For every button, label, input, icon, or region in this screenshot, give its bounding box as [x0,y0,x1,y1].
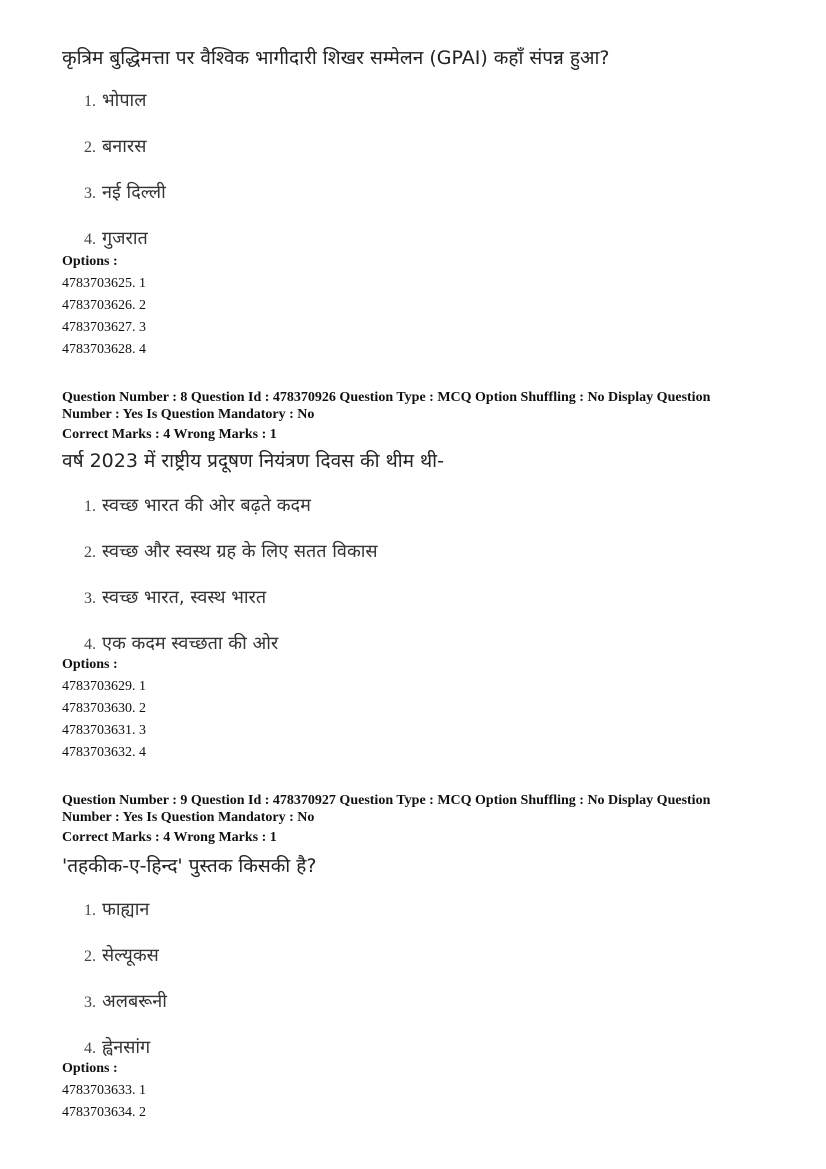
option-2 [84,134,146,158]
option-text: स्वच्छ भारत की ओर बढ़ते कदम [102,495,311,516]
option-number: 4. [84,231,96,248]
option-number: 4. [84,1040,96,1057]
option-text: एक कदम स्वच्छता की ओर [102,633,279,654]
option-1 [84,897,149,921]
option-3 [84,180,166,204]
option-id: 4783703627. 3 [62,320,146,335]
option-text: बनारस [102,136,147,157]
option-id: 4783703628. 4 [62,342,146,357]
option-number: 2. [84,139,96,156]
option-number: 3. [84,590,96,607]
option-number: 3. [84,185,96,202]
question-text: कृत्रिम बुद्धिमत्ता पर वैश्विक भागीदारी शिखर सम्मेलन (GPAI) कहाँ संपन्न हुआ? [62,47,610,69]
question-meta-line: Number : Yes Is Question Mandatory : No [62,810,315,825]
option-text: स्वच्छ भारत, स्वस्थ भारत [102,587,267,608]
option-id: 4783703631. 3 [62,723,146,738]
option-4 [84,226,148,250]
question-text: वर्ष 2023 में राष्ट्रीय प्रदूषण नियंत्रण दिवस की थीम थी- [62,450,444,472]
option-number: 2. [84,544,96,561]
option-number: 1. [84,93,96,110]
options-label: Options : [62,254,118,269]
option-4 [84,1035,150,1059]
option-number: 2. [84,948,96,965]
option-id: 4783703629. 1 [62,679,146,694]
question-meta-line: Question Number : 9 Question Id : 478370927 Question Type : MCQ Option Shuffling : No Display Question [62,793,711,808]
options-label: Options : [62,1061,118,1076]
option-text: स्वच्छ और स्वस्थ ग्रह के लिए सतत विकास [102,541,378,562]
option-text: गुजरात [102,228,148,249]
option-2 [84,539,378,563]
question-meta [62,389,762,423]
option-text: सेल्यूकस [102,945,159,966]
option-text: फाह्यान [102,899,150,920]
option-1 [84,88,146,112]
option-id: 4783703625. 1 [62,276,146,291]
option-number: 4. [84,636,96,653]
option-text: नई दिल्ली [102,182,166,203]
option-text: अलबरूनी [102,991,167,1012]
option-id: 4783703632. 4 [62,745,146,760]
option-id: 4783703626. 2 [62,298,146,313]
option-id: 4783703634. 2 [62,1105,146,1120]
option-3 [84,989,167,1013]
option-text: भोपाल [102,90,147,111]
option-1 [84,493,311,517]
question-meta-line: Question Number : 8 Question Id : 478370926 Question Type : MCQ Option Shuffling : No Display Question [62,390,711,405]
option-number: 1. [84,498,96,515]
option-id: 4783703633. 1 [62,1083,146,1098]
option-4 [84,631,278,655]
option-id: 4783703630. 2 [62,701,146,716]
question-text: 'तहकीक-ए-हिन्द' पुस्तक किसकी है? [62,855,317,877]
option-number: 3. [84,994,96,1011]
question-marks: Correct Marks : 4 Wrong Marks : 1 [62,830,277,845]
option-3 [84,585,266,609]
question-meta [62,792,762,826]
question-marks: Correct Marks : 4 Wrong Marks : 1 [62,427,277,442]
question-meta-line: Number : Yes Is Question Mandatory : No [62,407,315,422]
options-label: Options : [62,657,118,672]
option-text: ह्वेनसांग [102,1037,151,1058]
option-number: 1. [84,902,96,919]
option-2 [84,943,159,967]
